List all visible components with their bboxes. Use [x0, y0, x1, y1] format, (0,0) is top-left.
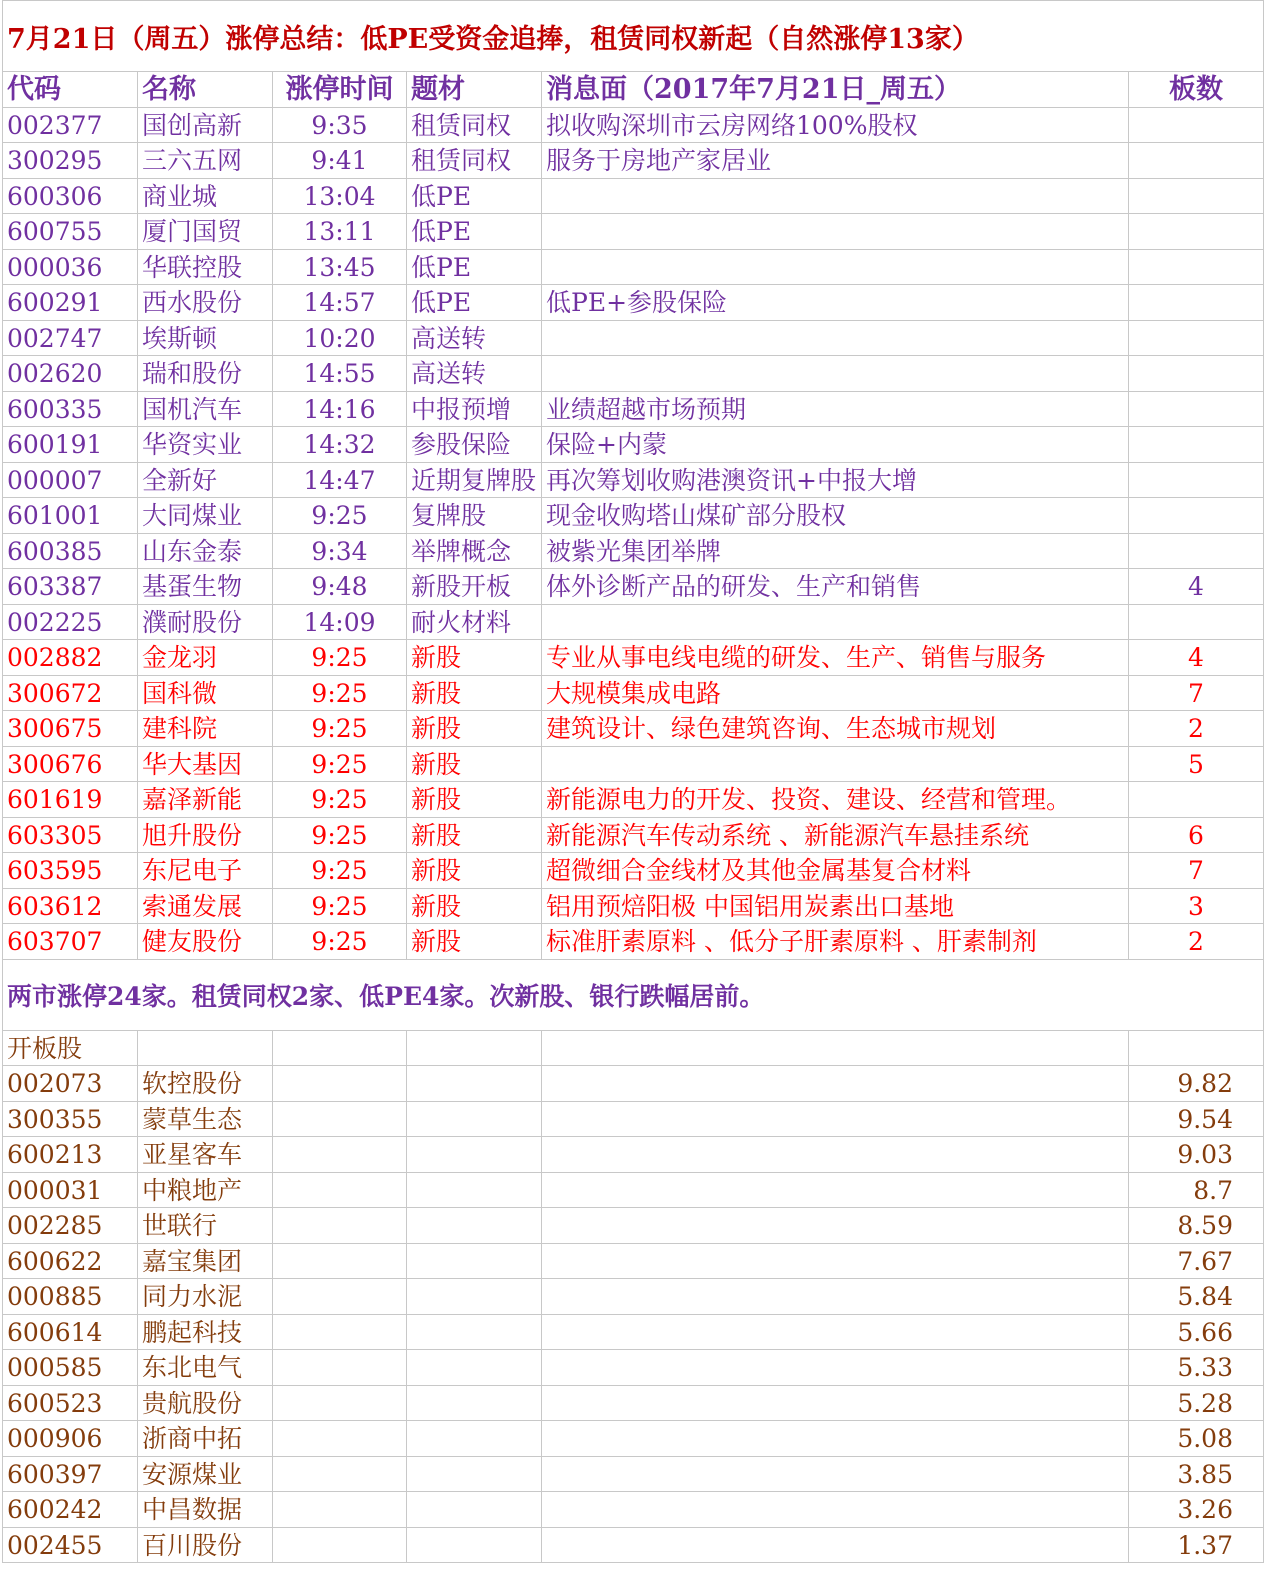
change-percent: 5.08: [1177, 1424, 1233, 1453]
limit-up-time: 14:16: [273, 392, 407, 427]
empty-cell: [542, 1279, 1129, 1314]
news: 建筑设计、绿色建筑咨询、生态城市规划: [542, 711, 1129, 746]
empty-cell: [138, 1031, 273, 1066]
stock-name: 东尼电子: [138, 853, 273, 888]
board-count: [1129, 782, 1263, 817]
board-count: [1129, 534, 1263, 569]
change-percent: 5.28: [1177, 1388, 1233, 1418]
table-row: [3, 1315, 1263, 1351]
new-stock-table: [3, 640, 1263, 960]
limit-up-time: 14:57: [273, 285, 407, 320]
empty-cell: [407, 1457, 542, 1492]
stock-name: 索通发展: [138, 889, 273, 924]
empty-cell: [407, 1173, 542, 1208]
theme: 耐火材料: [407, 605, 542, 640]
empty-cell: [407, 1279, 542, 1314]
stock-name: 同力水泥: [138, 1279, 273, 1314]
news: [542, 214, 1129, 249]
stock-code: 603387: [3, 569, 138, 604]
stock-code: 002073: [3, 1066, 138, 1101]
stock-name: 亚星客车: [138, 1137, 273, 1172]
stock-code: 002882: [3, 640, 138, 675]
news: 新能源汽车传动系统 、新能源汽车悬挂系统: [542, 818, 1129, 853]
stock-code: 300295: [3, 143, 138, 178]
stock-name: 软控股份: [138, 1066, 273, 1101]
empty-cell: [542, 1386, 1129, 1421]
change-percent: 1.37: [1177, 1530, 1233, 1560]
stock-name: 建科院: [138, 711, 273, 746]
board-count: 4: [1188, 572, 1204, 601]
table-row: [3, 1208, 1263, 1244]
limit-up-time: 13:45: [273, 250, 407, 285]
table-row: [3, 356, 1263, 392]
table-row: [3, 1492, 1263, 1528]
theme: 新股: [407, 853, 542, 888]
empty-cell: [273, 1492, 407, 1527]
stock-name: 厦门国贸: [138, 214, 273, 249]
empty-cell: [273, 1173, 407, 1208]
board-count: 2: [1188, 927, 1204, 956]
header-time: 涨停时间: [273, 72, 407, 107]
empty-cell: [407, 1066, 542, 1101]
news: [542, 321, 1129, 356]
stock-name: 三六五网: [138, 143, 273, 178]
stock-name: 蒙草生态: [138, 1102, 273, 1137]
table-row: [3, 534, 1263, 570]
theme: 低PE: [407, 179, 542, 214]
news: [542, 747, 1129, 782]
table-row: [3, 1457, 1263, 1493]
board-count: 7: [1188, 678, 1204, 708]
table-row: [3, 1350, 1263, 1386]
empty-cell: [407, 1421, 542, 1456]
stock-name: 埃斯顿: [138, 321, 273, 356]
news: 被紫光集团举牌: [542, 534, 1129, 569]
empty-cell: [542, 1066, 1129, 1101]
table-row: [3, 889, 1263, 925]
empty-cell: [273, 1528, 407, 1563]
table-row: [3, 427, 1263, 463]
stock-code: 603707: [3, 924, 138, 959]
header-news: 消息面（2017年7月21日_周五）: [542, 72, 1129, 107]
empty-cell: [407, 1031, 542, 1066]
theme: 新股开板: [407, 569, 542, 604]
limit-up-time: 9:35: [273, 108, 407, 143]
empty-cell: [273, 1350, 407, 1385]
stock-name: 中昌数据: [138, 1492, 273, 1527]
empty-cell: [542, 1421, 1129, 1456]
empty-cell: [407, 1208, 542, 1243]
stock-code: 002225: [3, 605, 138, 640]
empty-cell: [273, 1315, 407, 1350]
stock-name: 百川股份: [138, 1528, 273, 1563]
news: 专业从事电线电缆的研发、生产、销售与服务: [542, 640, 1129, 675]
stock-name: 东北电气: [138, 1350, 273, 1385]
stock-code: 600622: [3, 1244, 138, 1279]
empty-cell: [542, 1102, 1129, 1137]
market-summary: 两市涨停24家。租赁同权2家、低PE4家。次新股、银行跌幅居前。: [3, 960, 1263, 1031]
table-row: [3, 1137, 1263, 1173]
table-row: [3, 1173, 1263, 1209]
stock-name: 华资实业: [138, 427, 273, 462]
news: [542, 179, 1129, 214]
stock-code: 000585: [3, 1350, 138, 1385]
stock-name: 基蛋生物: [138, 569, 273, 604]
stock-code: 600385: [3, 534, 138, 569]
board-count: [1129, 321, 1263, 356]
stock-name: 嘉宝集团: [138, 1244, 273, 1279]
table-row: [3, 640, 1263, 676]
empty-cell: [542, 1137, 1129, 1172]
empty-cell: [407, 1528, 542, 1563]
theme: 新股: [407, 782, 542, 817]
stock-name: 大同煤业: [138, 498, 273, 533]
board-count: [1129, 498, 1263, 533]
empty-cell: [273, 1279, 407, 1314]
limit-up-time: 13:04: [273, 179, 407, 214]
stock-code: 600242: [3, 1492, 138, 1527]
news: 铝用预焙阳极 中国铝用炭素出口基地: [542, 889, 1129, 924]
theme: 新股: [407, 640, 542, 675]
change-percent: 9.82: [1177, 1069, 1233, 1098]
news: 体外诊断产品的研发、生产和销售: [542, 569, 1129, 604]
stock-code: 000031: [3, 1173, 138, 1208]
stock-code: 603612: [3, 889, 138, 924]
change-percent: 9.54: [1177, 1104, 1233, 1134]
table-row: [3, 747, 1263, 783]
theme: 高送转: [407, 356, 542, 391]
empty-cell: [273, 1031, 407, 1066]
stock-code: 600291: [3, 285, 138, 320]
empty-cell: [273, 1421, 407, 1456]
empty-cell: [542, 1457, 1129, 1492]
stock-code: 600306: [3, 179, 138, 214]
theme: 低PE: [407, 214, 542, 249]
stock-name: 华大基因: [138, 747, 273, 782]
limit-up-time: 9:25: [273, 747, 407, 782]
empty-cell: [273, 1102, 407, 1137]
table-row: [3, 569, 1263, 605]
stock-name: 国科微: [138, 676, 273, 711]
stock-name: 山东金泰: [138, 534, 273, 569]
stock-name: 濮耐股份: [138, 605, 273, 640]
board-count: [1129, 463, 1263, 498]
stock-code: 000885: [3, 1279, 138, 1314]
stock-code: 000007: [3, 463, 138, 498]
table-row: [3, 853, 1263, 889]
table-row: [3, 605, 1263, 641]
limit-up-time: 9:25: [273, 889, 407, 924]
stock-name: 嘉泽新能: [138, 782, 273, 817]
stock-code: 300675: [3, 711, 138, 746]
empty-cell: [273, 1457, 407, 1492]
stock-code: 300355: [3, 1102, 138, 1137]
news: 超微细合金线材及其他金属基复合材料: [542, 853, 1129, 888]
stock-name: 西水股份: [138, 285, 273, 320]
limit-up-time: 9:25: [273, 498, 407, 533]
table-row: [3, 1386, 1263, 1422]
theme: 近期复牌股: [407, 463, 542, 498]
spreadsheet: [2, 0, 1264, 1563]
stock-name: 世联行: [138, 1208, 273, 1243]
limit-up-time: 14:32: [273, 427, 407, 462]
stock-name: 健友股份: [138, 924, 273, 959]
table-row: [3, 143, 1263, 179]
table-row: [3, 1279, 1263, 1315]
empty-cell: [542, 1031, 1129, 1066]
table-row: [3, 1244, 1263, 1280]
board-count: 2: [1188, 714, 1204, 743]
open-board-label-row: [3, 1031, 1263, 1067]
stock-code: 601619: [3, 782, 138, 817]
limit-up-time: 9:25: [273, 640, 407, 675]
empty-cell: [273, 1208, 407, 1243]
limit-up-time: 9:25: [273, 818, 407, 853]
stock-code: 002285: [3, 1208, 138, 1243]
board-count: [1129, 427, 1263, 462]
stock-name: 安源煤业: [138, 1457, 273, 1492]
stock-code: 002455: [3, 1528, 138, 1563]
stock-code: 600213: [3, 1137, 138, 1172]
theme: 低PE: [407, 250, 542, 285]
stock-name: 贵航股份: [138, 1386, 273, 1421]
empty-cell: [407, 1244, 542, 1279]
theme: 新股: [407, 889, 542, 924]
board-count: [1129, 143, 1263, 178]
table-row: [3, 818, 1263, 854]
stock-code: 600335: [3, 392, 138, 427]
limit-up-time: 9:34: [273, 534, 407, 569]
limit-up-time: 14:55: [273, 356, 407, 391]
table-row: [3, 1528, 1263, 1564]
theme: 举牌概念: [407, 534, 542, 569]
stock-code: 603595: [3, 853, 138, 888]
page-title: 7月21日（周五）涨停总结：低PE受资金追捧，租赁同权新起（自然涨停13家）: [3, 1, 1263, 72]
stock-name: 华联控股: [138, 250, 273, 285]
change-percent: 5.66: [1177, 1317, 1233, 1347]
board-count: 3: [1188, 891, 1204, 921]
theme: 租赁同权: [407, 143, 542, 178]
empty-cell: [1129, 1031, 1263, 1066]
table-row: [3, 676, 1263, 712]
change-percent: 8.7: [1193, 1175, 1233, 1205]
limit-up-time: 9:25: [273, 782, 407, 817]
limit-up-time: 10:20: [273, 321, 407, 356]
stock-code: 601001: [3, 498, 138, 533]
empty-cell: [542, 1350, 1129, 1385]
empty-cell: [542, 1244, 1129, 1279]
board-count: [1129, 108, 1263, 143]
table-row: [3, 498, 1263, 534]
empty-cell: [273, 1137, 407, 1172]
change-percent: 3.26: [1177, 1495, 1233, 1524]
news: 新能源电力的开发、投资、建设、经营和管理。: [542, 782, 1129, 817]
theme: 租赁同权: [407, 108, 542, 143]
empty-cell: [273, 1066, 407, 1101]
limit-up-table: [3, 108, 1263, 641]
board-count: [1129, 392, 1263, 427]
limit-up-time: 14:47: [273, 463, 407, 498]
stock-code: 603305: [3, 818, 138, 853]
news: [542, 250, 1129, 285]
theme: 新股: [407, 747, 542, 782]
header-theme: 题材: [407, 72, 542, 107]
stock-code: 000906: [3, 1421, 138, 1456]
board-count: [1129, 214, 1263, 249]
stock-name: 鹏起科技: [138, 1315, 273, 1350]
table-row: [3, 250, 1263, 286]
board-count: [1129, 285, 1263, 320]
limit-up-time: 9:48: [273, 569, 407, 604]
empty-cell: [542, 1315, 1129, 1350]
table-row: [3, 392, 1263, 428]
stock-code: 300676: [3, 747, 138, 782]
board-count: [1129, 356, 1263, 391]
board-count: 7: [1188, 856, 1204, 885]
table-row: [3, 711, 1263, 747]
theme: 低PE: [407, 285, 542, 320]
limit-up-time: 9:41: [273, 143, 407, 178]
change-percent: 5.33: [1177, 1353, 1233, 1382]
empty-cell: [542, 1528, 1129, 1563]
news: 低PE+参股保险: [542, 285, 1129, 320]
stock-name: 国创高新: [138, 108, 273, 143]
stock-code: 002747: [3, 321, 138, 356]
theme: 中报预增: [407, 392, 542, 427]
table-row: [3, 1421, 1263, 1457]
change-percent: 5.84: [1177, 1282, 1233, 1311]
stock-code: 300672: [3, 676, 138, 711]
stock-name: 金龙羽: [138, 640, 273, 675]
table-row: [3, 463, 1263, 499]
header-row: [3, 72, 1263, 108]
limit-up-time: 9:25: [273, 711, 407, 746]
change-percent: 8.59: [1177, 1211, 1233, 1240]
empty-cell: [542, 1208, 1129, 1243]
theme: 新股: [407, 818, 542, 853]
open-board-table: [3, 1066, 1263, 1563]
theme: 复牌股: [407, 498, 542, 533]
empty-cell: [407, 1137, 542, 1172]
stock-code: 002377: [3, 108, 138, 143]
empty-cell: [407, 1386, 542, 1421]
theme: 参股保险: [407, 427, 542, 462]
news: 现金收购塔山煤矿部分股权: [542, 498, 1129, 533]
empty-cell: [407, 1492, 542, 1527]
table-row: [3, 321, 1263, 357]
news: 业绩超越市场预期: [542, 392, 1129, 427]
empty-cell: [542, 1173, 1129, 1208]
stock-code: 000036: [3, 250, 138, 285]
table-row: [3, 1102, 1263, 1138]
table-row: [3, 782, 1263, 818]
change-percent: 3.85: [1177, 1459, 1233, 1489]
board-count: [1129, 250, 1263, 285]
table-row: [3, 108, 1263, 144]
stock-name: 旭升股份: [138, 818, 273, 853]
header-boards: 板数: [1169, 74, 1223, 105]
news: [542, 605, 1129, 640]
empty-cell: [407, 1102, 542, 1137]
stock-code: 002620: [3, 356, 138, 391]
news: 大规模集成电路: [542, 676, 1129, 711]
news: 再次筹划收购港澳资讯+中报大增: [542, 463, 1129, 498]
stock-code: 600191: [3, 427, 138, 462]
empty-cell: [407, 1350, 542, 1385]
theme: 高送转: [407, 321, 542, 356]
limit-up-time: 14:09: [273, 605, 407, 640]
header-code: 代码: [3, 72, 138, 107]
stock-code: 600523: [3, 1386, 138, 1421]
stock-name: 浙商中拓: [138, 1421, 273, 1456]
stock-code: 600397: [3, 1457, 138, 1492]
stock-name: 商业城: [138, 179, 273, 214]
table-row: [3, 285, 1263, 321]
stock-name: 中粮地产: [138, 1173, 273, 1208]
limit-up-time: 9:25: [273, 924, 407, 959]
change-percent: 9.03: [1177, 1140, 1233, 1169]
limit-up-time: 9:25: [273, 676, 407, 711]
table-row: [3, 924, 1263, 960]
limit-up-time: 9:25: [273, 853, 407, 888]
empty-cell: [542, 1492, 1129, 1527]
board-count: 6: [1188, 820, 1204, 850]
news: 拟收购深圳市云房网络100%股权: [542, 108, 1129, 143]
board-count: [1129, 605, 1263, 640]
board-count: 4: [1188, 643, 1204, 672]
empty-cell: [273, 1386, 407, 1421]
open-board-label: 开板股: [3, 1031, 138, 1066]
news: [542, 356, 1129, 391]
board-count: [1129, 179, 1263, 214]
empty-cell: [407, 1315, 542, 1350]
stock-name: 瑞和股份: [138, 356, 273, 391]
news: 服务于房地产家居业: [542, 143, 1129, 178]
limit-up-time: 13:11: [273, 214, 407, 249]
theme: 新股: [407, 711, 542, 746]
news: 保险+内蒙: [542, 427, 1129, 462]
board-count: 5: [1188, 749, 1204, 779]
stock-code: 600614: [3, 1315, 138, 1350]
news: 标准肝素原料 、低分子肝素原料 、肝素制剂: [542, 924, 1129, 959]
empty-cell: [273, 1244, 407, 1279]
table-row: [3, 214, 1263, 250]
table-row: [3, 179, 1263, 215]
header-name: 名称: [138, 72, 273, 107]
table-row: [3, 1066, 1263, 1102]
stock-code: 600755: [3, 214, 138, 249]
theme: 新股: [407, 924, 542, 959]
stock-name: 全新好: [138, 463, 273, 498]
theme: 新股: [407, 676, 542, 711]
change-percent: 7.67: [1177, 1246, 1233, 1276]
stock-name: 国机汽车: [138, 392, 273, 427]
